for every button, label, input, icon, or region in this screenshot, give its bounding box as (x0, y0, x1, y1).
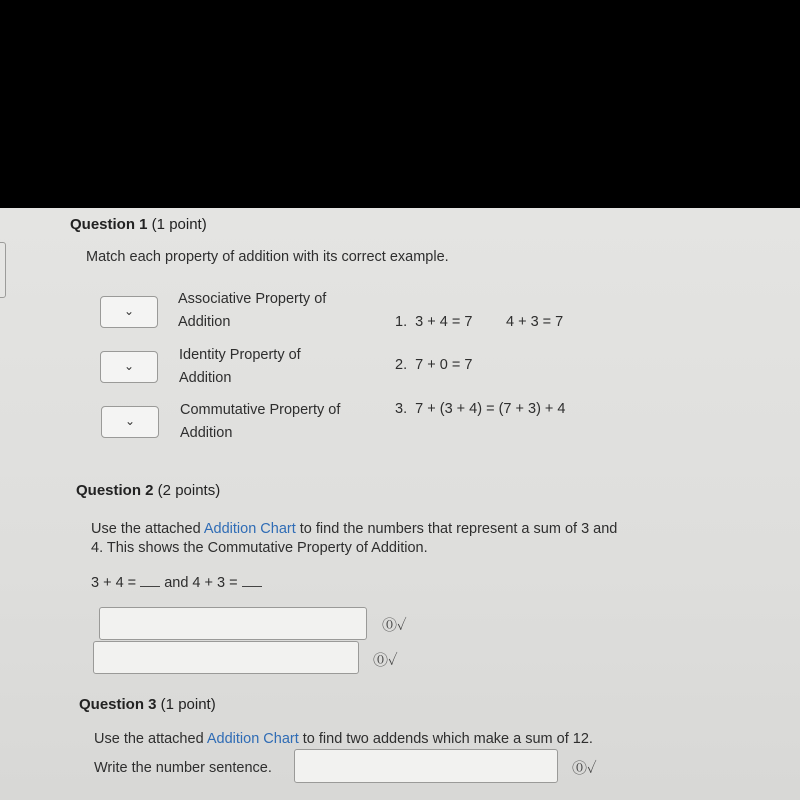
example-3-number: 3. (395, 401, 408, 417)
answer-input-1[interactable] (99, 607, 367, 640)
side-panel-tab[interactable] (0, 242, 6, 298)
term-identity-line2: Addition (179, 370, 232, 386)
match-dropdown-identity[interactable] (100, 351, 158, 383)
term-identity-line1: Identity Property of (179, 347, 301, 363)
question-1-title: Question 1 (70, 216, 148, 233)
addition-chart-link[interactable]: Addition Chart (203, 521, 296, 537)
example-2 (395, 357, 472, 373)
number-sentence-input[interactable] (294, 749, 558, 783)
term-commutative (180, 399, 340, 445)
question-2-title: Question 2 (76, 482, 154, 499)
question-3-prompt-pre: Use the attached (94, 731, 207, 747)
example-1 (395, 314, 472, 330)
question-2-prompt (91, 520, 691, 558)
blank-1 (140, 574, 160, 587)
term-commutative-line1: Commutative Property of (180, 402, 341, 418)
example-2-text: 7 + 0 = 7 (415, 357, 473, 373)
example-2-number: 2. (395, 357, 408, 373)
example-3 (395, 401, 565, 417)
match-dropdown-associative[interactable] (100, 296, 158, 328)
question-3-prompt (94, 730, 593, 749)
question-2-prompt-line2: 4. This shows the Commutative Property of Addition. (91, 540, 428, 556)
question-2-equation (91, 574, 262, 593)
equation-mid: and 4 + 3 = (160, 575, 242, 591)
term-identity (179, 344, 301, 390)
question-3-heading (79, 696, 216, 713)
addition-chart-link[interactable]: Addition Chart (206, 731, 299, 747)
spellcheck-icon[interactable]: ⓪✓ (373, 652, 398, 669)
term-associative-line1: Associative Property of (178, 291, 327, 307)
term-associative-line2: Addition (178, 314, 231, 330)
answer-input-2[interactable] (93, 641, 359, 674)
match-dropdown-commutative[interactable] (101, 406, 159, 438)
equation-a: 3 + 4 = (91, 575, 141, 591)
question-1-heading (70, 216, 207, 233)
question-2-prompt-pre: Use the attached (91, 521, 204, 537)
question-3-prompt-post: to find two addends which make a sum of 12. (298, 731, 593, 747)
question-3-points: (1 point) (156, 696, 216, 713)
question-2-heading (76, 482, 220, 499)
chevron-down-icon: ⌄ (123, 304, 135, 318)
example-1-number: 1. (395, 314, 408, 330)
question-1-prompt: Match each property of addition with its correct example. (86, 249, 449, 265)
question-2-prompt-post: to find the numbers that represent a sum of 3 and (295, 521, 618, 537)
example-3-text: 7 + (3 + 4) = (7 + 3) + 4 (415, 401, 566, 417)
term-commutative-line2: Addition (180, 425, 233, 441)
example-1-text: 3 + 4 = 7 (415, 314, 473, 330)
chevron-down-icon: ⌄ (124, 414, 136, 428)
chevron-down-icon: ⌄ (123, 359, 135, 373)
question-3-prompt-line2: Write the number sentence. (94, 760, 272, 776)
quiz-page (0, 208, 800, 800)
question-1-points: (1 point) (147, 216, 207, 233)
blank-2 (242, 574, 262, 587)
term-associative (178, 288, 326, 334)
example-1-second: 4 + 3 = 7 (506, 314, 564, 330)
spellcheck-icon[interactable]: ⓪✓ (572, 760, 597, 777)
question-2-points: (2 points) (153, 482, 221, 499)
spellcheck-icon[interactable]: ⓪✓ (382, 617, 407, 634)
question-3-title: Question 3 (79, 696, 157, 713)
